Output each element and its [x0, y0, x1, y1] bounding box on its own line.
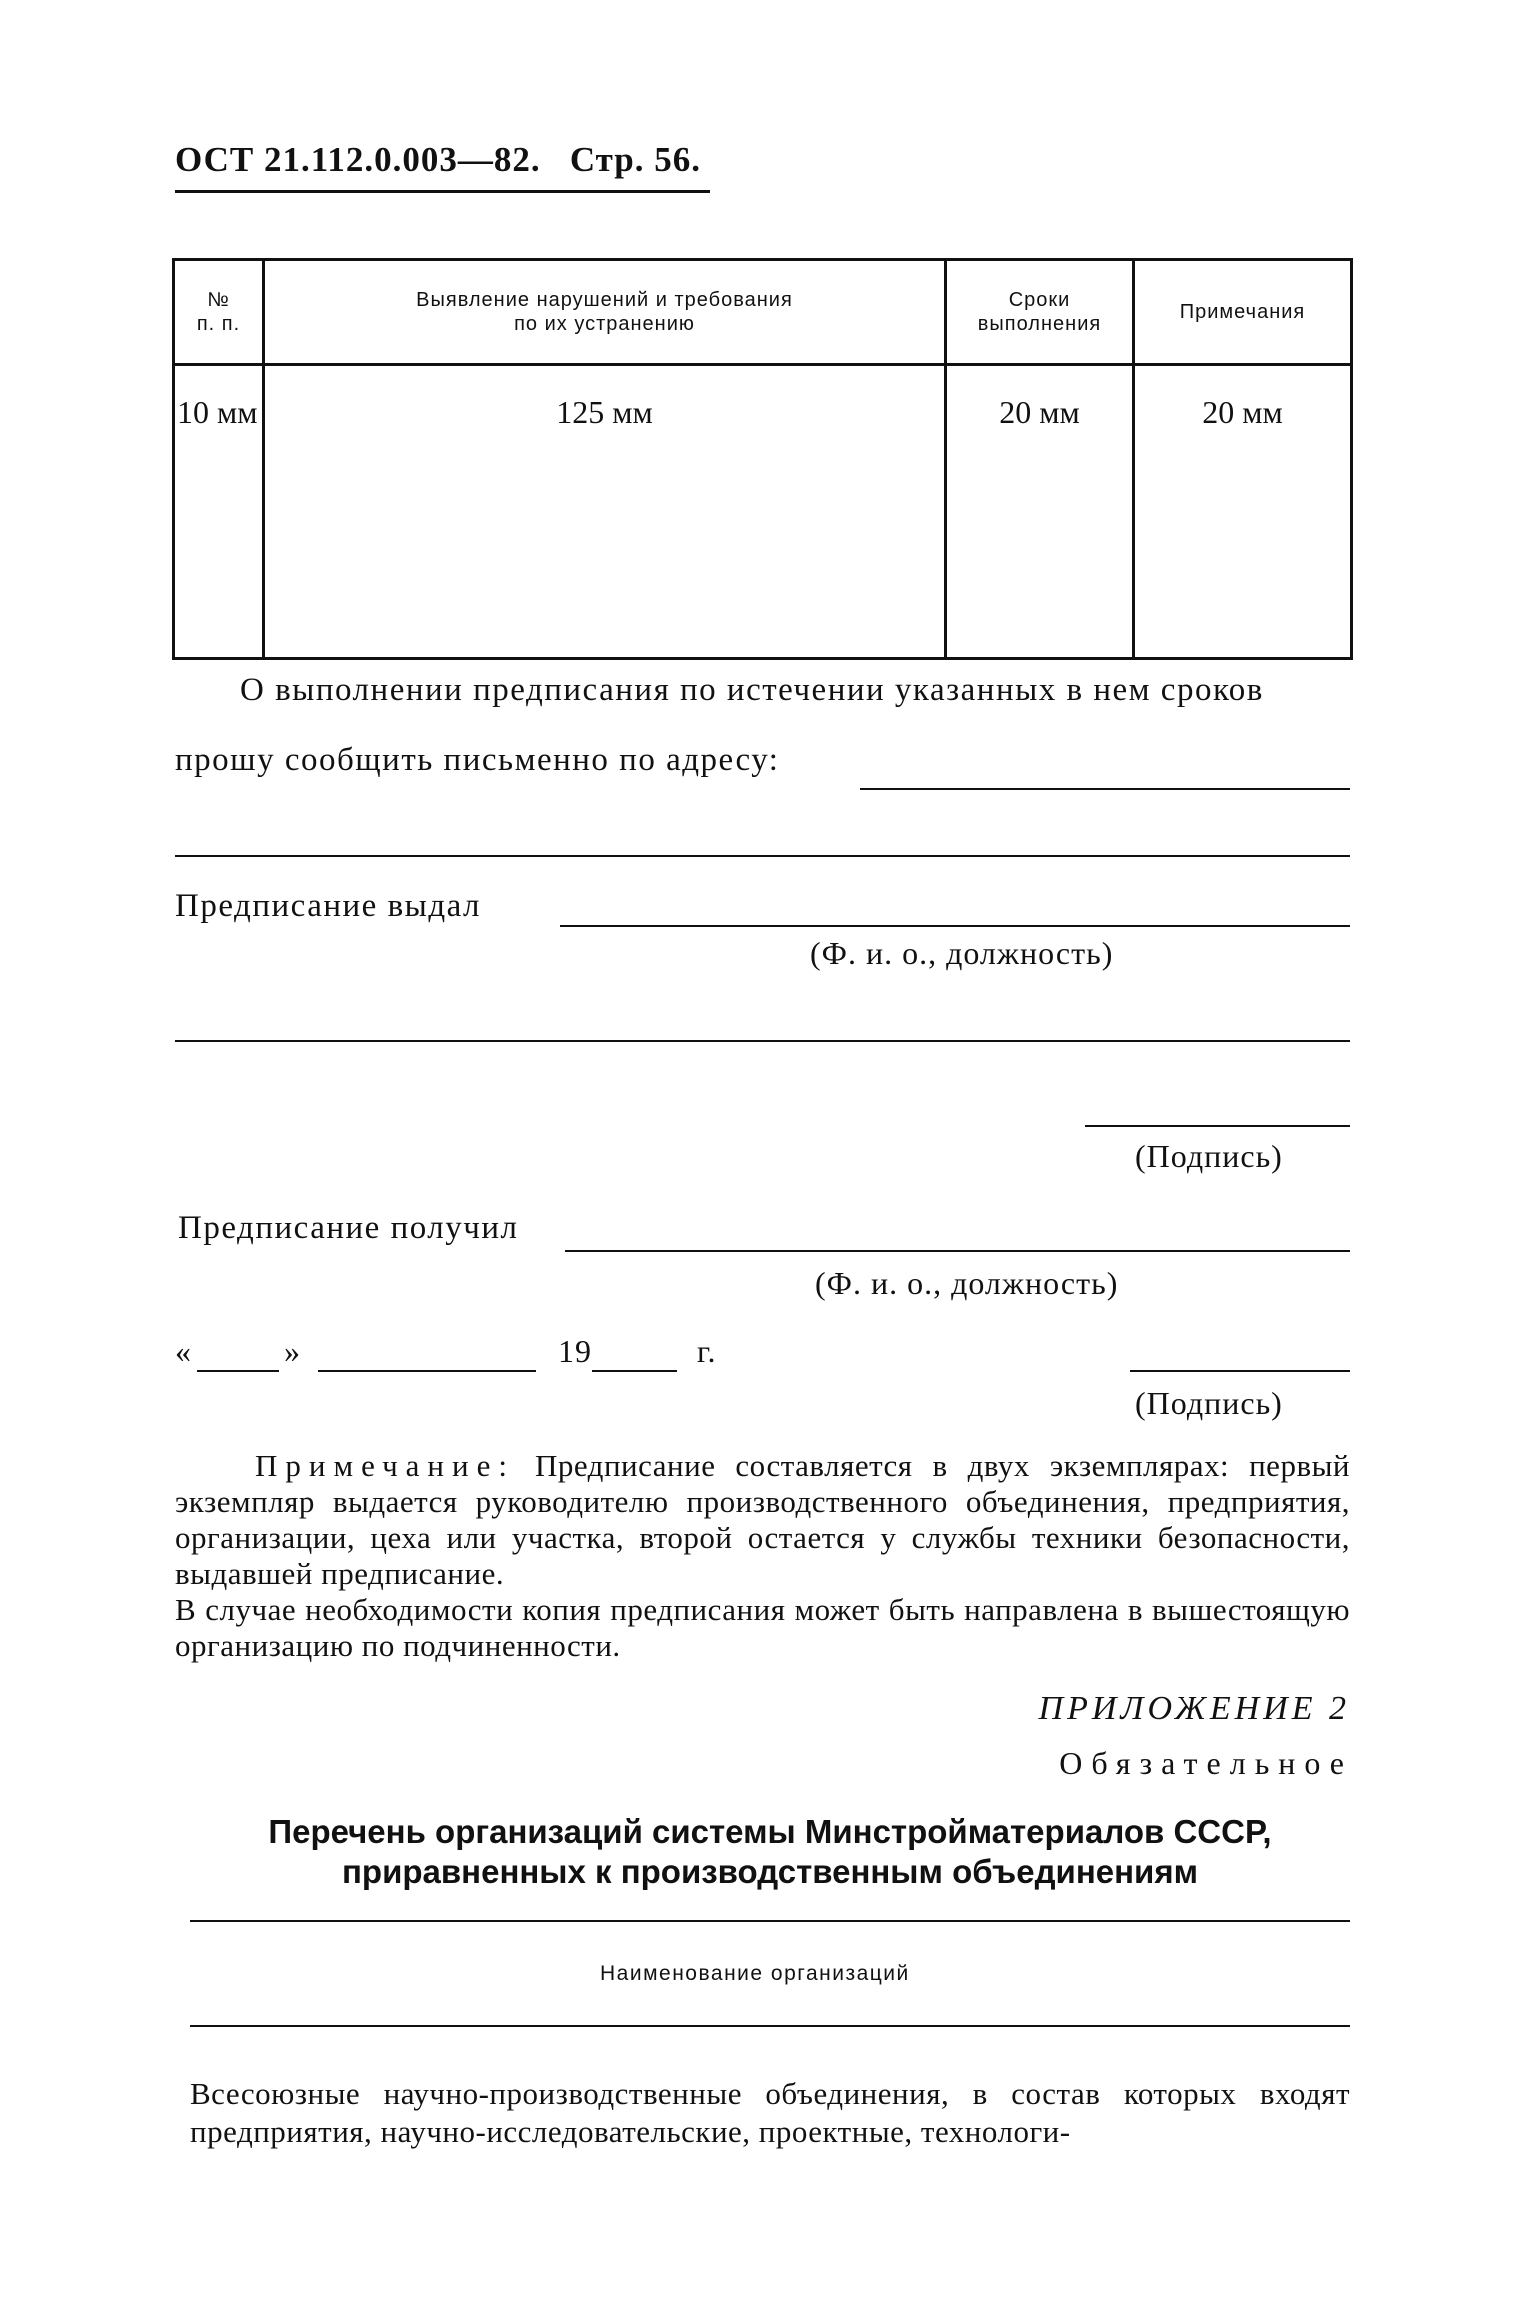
cell-deadline: 20 мм — [946, 365, 1134, 659]
issued-label: Предписание выдал — [175, 888, 482, 924]
paragraph-line-1: О выполнении предписания по истечении указанных в нем сроков — [240, 672, 1264, 708]
requirements-table — [172, 258, 1353, 660]
appendix-status: Обязательное — [1059, 1745, 1353, 1781]
appendix-title — [190, 1812, 1350, 1892]
page-header — [175, 140, 701, 180]
cell-notes: 20 мм — [1134, 365, 1352, 659]
note-prefix: Примечание: — [255, 1448, 515, 1483]
col-deadline-header: Сроки выполнения — [946, 260, 1134, 365]
note-paragraph-1 — [175, 1448, 1350, 1592]
cell-number: 10 мм — [174, 365, 264, 659]
issued-signature-line[interactable] — [1085, 1125, 1350, 1127]
col-notes-header: Примечания — [1134, 260, 1352, 365]
table-header-row — [174, 260, 1352, 365]
date-day-line[interactable] — [197, 1370, 279, 1372]
list-top-rule — [190, 1920, 1350, 1922]
issued-extra-line[interactable] — [175, 1040, 1350, 1042]
address-line-2[interactable] — [175, 855, 1350, 857]
list-header-rule — [190, 2025, 1350, 2027]
received-caption: (Ф. и. о., должность) — [815, 1265, 1119, 1301]
date-year-line[interactable] — [592, 1370, 677, 1372]
header-underline — [175, 190, 710, 193]
issued-caption: (Ф. и. о., должность) — [810, 935, 1114, 971]
table-row — [174, 365, 1352, 659]
date-open-quote: « — [175, 1333, 192, 1369]
note-text-2: В случае необходимости копия предписания может быть направлена в вышестоящую организацию по подчиненности. — [175, 1592, 1350, 1663]
col-number-header: № п. п. — [174, 260, 264, 365]
issued-signature-caption: (Подпись) — [1135, 1138, 1283, 1174]
list-item-text: Всесоюзные научно-производственные объединения, в состав которых входят предприятия, научно-исследовательские, проектные, технологи- — [190, 2076, 1350, 2149]
received-label: Предписание получил — [178, 1210, 519, 1246]
page-number: Стр. 56. — [569, 140, 701, 179]
document-id: ОСТ 21.112.0.003—82. — [175, 140, 541, 179]
appendix-title-line-1: Перечень организаций системы Минстройматериалов СССР, — [268, 1813, 1272, 1850]
col-violations-header: Выявление нарушений и требования по их устранению — [264, 260, 946, 365]
date-close-quote: » — [284, 1333, 301, 1369]
received-name-line[interactable] — [565, 1250, 1350, 1252]
date-month-line[interactable] — [318, 1370, 536, 1372]
note-text: Предписание составляется в двух экземплярах: первый экземпляр выдается руководителю производственного объединения, предприятия, организации, цеха или участка, второй остается у службы техники безопасности, выдавшей предписание. — [175, 1448, 1351, 1591]
date-suffix: г. — [697, 1333, 717, 1369]
paragraph-line-2: прошу сообщить письменно по адресу: — [175, 742, 780, 778]
address-line[interactable] — [860, 788, 1350, 790]
note-block — [175, 1448, 1350, 1664]
list-column-header: Наименование организаций — [600, 1962, 910, 1985]
received-signature-caption: (Подпись) — [1135, 1385, 1283, 1421]
date-year-prefix: 19 — [558, 1333, 592, 1369]
issued-name-line[interactable] — [560, 925, 1350, 927]
appendix-title-line-2: приравненных к производственным объединениям — [341, 1853, 1198, 1890]
cell-violations: 125 мм — [264, 365, 946, 659]
appendix-label: ПРИЛОЖЕНИЕ 2 — [1038, 1690, 1350, 1727]
received-signature-line[interactable] — [1130, 1370, 1350, 1372]
